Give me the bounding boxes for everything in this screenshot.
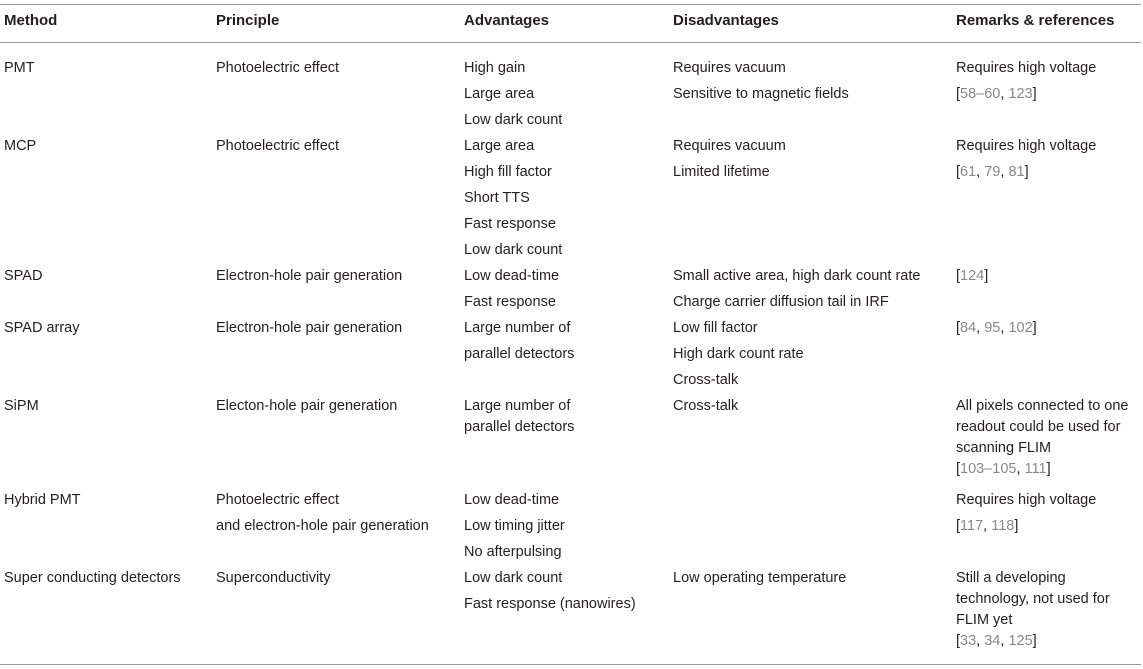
- remarks-text: Requires high voltage: [956, 60, 1097, 76]
- reference-link[interactable]: 79: [984, 164, 1001, 180]
- disadvantages-text: High dark count rate: [673, 346, 804, 362]
- method-text: MCP: [4, 138, 37, 154]
- remarks-text: scanning FLIM: [956, 440, 1052, 456]
- advantages-text: Large area: [464, 138, 535, 154]
- principle-text: Superconductivity: [216, 570, 331, 586]
- disadvantages-cell: [673, 60, 849, 112]
- method-cell: [4, 570, 181, 596]
- reference-link[interactable]: 58–60: [960, 86, 1001, 102]
- reference-link[interactable]: 125: [1008, 633, 1033, 649]
- references: [117, 118]: [956, 518, 1019, 534]
- remarks-text: Still a developing: [956, 570, 1066, 586]
- advantages-cell: [464, 60, 562, 138]
- header-rule: [0, 42, 1141, 43]
- reference-link[interactable]: 81: [1008, 164, 1025, 180]
- reference-link[interactable]: 117: [960, 518, 984, 534]
- principle-text: Electon-hole pair generation: [216, 398, 398, 414]
- advantages-text: Short TTS: [464, 190, 530, 206]
- disadvantages-text: Charge carrier diffusion tail in IRF: [673, 294, 889, 310]
- advantages-text: High gain: [464, 60, 526, 76]
- advantages-text: Fast response: [464, 294, 556, 310]
- advantages-cell: [464, 398, 574, 440]
- header-advantages: Advantages: [464, 12, 550, 29]
- remarks-text: technology, not used for: [956, 591, 1110, 607]
- method-cell: [4, 60, 35, 86]
- method-text: SPAD: [4, 268, 43, 284]
- remarks-text: Requires high voltage: [956, 492, 1097, 508]
- advantages-text: Large number of: [464, 398, 571, 414]
- reference-link[interactable]: 118: [991, 518, 1015, 534]
- header-principle: Principle: [216, 12, 280, 29]
- disadvantages-text: Low fill factor: [673, 320, 758, 336]
- principle-cell: [216, 398, 397, 424]
- disadvantages-cell: [673, 268, 920, 320]
- method-text: SiPM: [4, 398, 39, 414]
- advantages-text: Low dead-time: [464, 492, 560, 508]
- principle-text: and electron-hole pair generation: [216, 518, 429, 534]
- advantages-text: Low timing jitter: [464, 518, 565, 534]
- principle-cell: [216, 268, 402, 294]
- advantages-text: parallel detectors: [464, 419, 575, 435]
- principle-cell: [216, 60, 339, 86]
- principle-text: Photoelectric effect: [216, 60, 340, 76]
- remarks-cell: [956, 492, 1096, 544]
- remarks-text: readout could be used for: [956, 419, 1121, 435]
- advantages-cell: [464, 492, 565, 570]
- principle-cell: [216, 320, 402, 346]
- advantages-cell: [464, 320, 574, 372]
- principle-text: Photoelectric effect: [216, 138, 340, 154]
- method-cell: [4, 268, 42, 294]
- reference-link[interactable]: 102: [1008, 320, 1033, 336]
- reference-link[interactable]: 95: [984, 320, 1001, 336]
- reference-link[interactable]: 33: [960, 633, 977, 649]
- disadvantages-text: Small active area, high dark count rate: [673, 268, 921, 284]
- disadvantages-text: Sensitive to magnetic fields: [673, 86, 849, 102]
- disadvantages-text: Cross-talk: [673, 398, 739, 414]
- advantages-text: Fast response: [464, 216, 556, 232]
- advantages-text: Large area: [464, 86, 535, 102]
- advantages-text: Low dead-time: [464, 268, 560, 284]
- remarks-text: FLIM yet: [956, 612, 1013, 628]
- table-bottom-rule: [0, 664, 1141, 665]
- method-text: Super conducting detectors: [4, 570, 181, 586]
- reference-link[interactable]: 124: [960, 268, 985, 284]
- advantages-text: parallel detectors: [464, 346, 575, 362]
- table-top-rule: [0, 4, 1141, 5]
- references: [33, 34, 125]: [956, 633, 1037, 649]
- remarks-text: All pixels connected to one: [956, 398, 1129, 414]
- principle-text: Photoelectric effect: [216, 492, 340, 508]
- principle-cell: [216, 570, 330, 596]
- remarks-cell: [956, 398, 1129, 487]
- disadvantages-cell: [673, 138, 786, 190]
- method-cell: [4, 492, 81, 518]
- reference-link[interactable]: 61: [960, 164, 977, 180]
- advantages-text: High fill factor: [464, 164, 552, 180]
- references: [61, 79, 81]: [956, 164, 1029, 180]
- reference-link[interactable]: 123: [1008, 86, 1033, 102]
- advantages-cell: [464, 138, 562, 268]
- header-remarks: Remarks & references: [956, 12, 1115, 29]
- reference-link[interactable]: 84: [960, 320, 977, 336]
- method-text: PMT: [4, 60, 35, 76]
- references: [84, 95, 102]: [956, 320, 1037, 336]
- advantages-cell: [464, 570, 636, 622]
- method-text: SPAD array: [4, 320, 80, 336]
- advantages-text: Low dark count: [464, 570, 563, 586]
- advantages-text: Large number of: [464, 320, 571, 336]
- references: [103–105, 111]: [956, 461, 1051, 477]
- header-disadvantages: Disadvantages: [673, 12, 779, 29]
- remarks-cell: [956, 320, 1037, 346]
- principle-cell: [216, 492, 429, 544]
- principle-cell: [216, 138, 339, 164]
- method-cell: [4, 138, 36, 164]
- disadvantages-text: Requires vacuum: [673, 138, 786, 154]
- remarks-cell: [956, 138, 1096, 190]
- principle-text: Electron-hole pair generation: [216, 268, 403, 284]
- method-cell: [4, 320, 79, 346]
- advantages-cell: [464, 268, 559, 320]
- method-cell: [4, 398, 39, 424]
- disadvantages-text: Requires vacuum: [673, 60, 786, 76]
- remarks-cell: [956, 570, 1110, 659]
- disadvantages-text: Cross-talk: [673, 372, 739, 388]
- remarks-cell: [956, 268, 988, 294]
- reference-link[interactable]: 34: [984, 633, 1001, 649]
- disadvantages-text: Low operating temperature: [673, 570, 847, 586]
- disadvantages-cell: [673, 570, 846, 596]
- advantages-text: Low dark count: [464, 112, 563, 128]
- principle-text: Electron-hole pair generation: [216, 320, 403, 336]
- advantages-text: No afterpulsing: [464, 544, 562, 560]
- advantages-text: Fast response (nanowires): [464, 596, 636, 612]
- header-method: Method: [4, 12, 58, 29]
- reference-link[interactable]: 111: [1024, 461, 1047, 477]
- disadvantages-cell: [673, 398, 738, 424]
- remarks-text: Requires high voltage: [956, 138, 1097, 154]
- method-text: Hybrid PMT: [4, 492, 81, 508]
- references: [124]: [956, 268, 989, 284]
- remarks-cell: [956, 60, 1096, 112]
- advantages-text: Low dark count: [464, 242, 563, 258]
- reference-link[interactable]: 103–105: [960, 461, 1017, 477]
- disadvantages-text: Limited lifetime: [673, 164, 770, 180]
- disadvantages-cell: [673, 320, 804, 398]
- references: [58–60, 123]: [956, 86, 1037, 102]
